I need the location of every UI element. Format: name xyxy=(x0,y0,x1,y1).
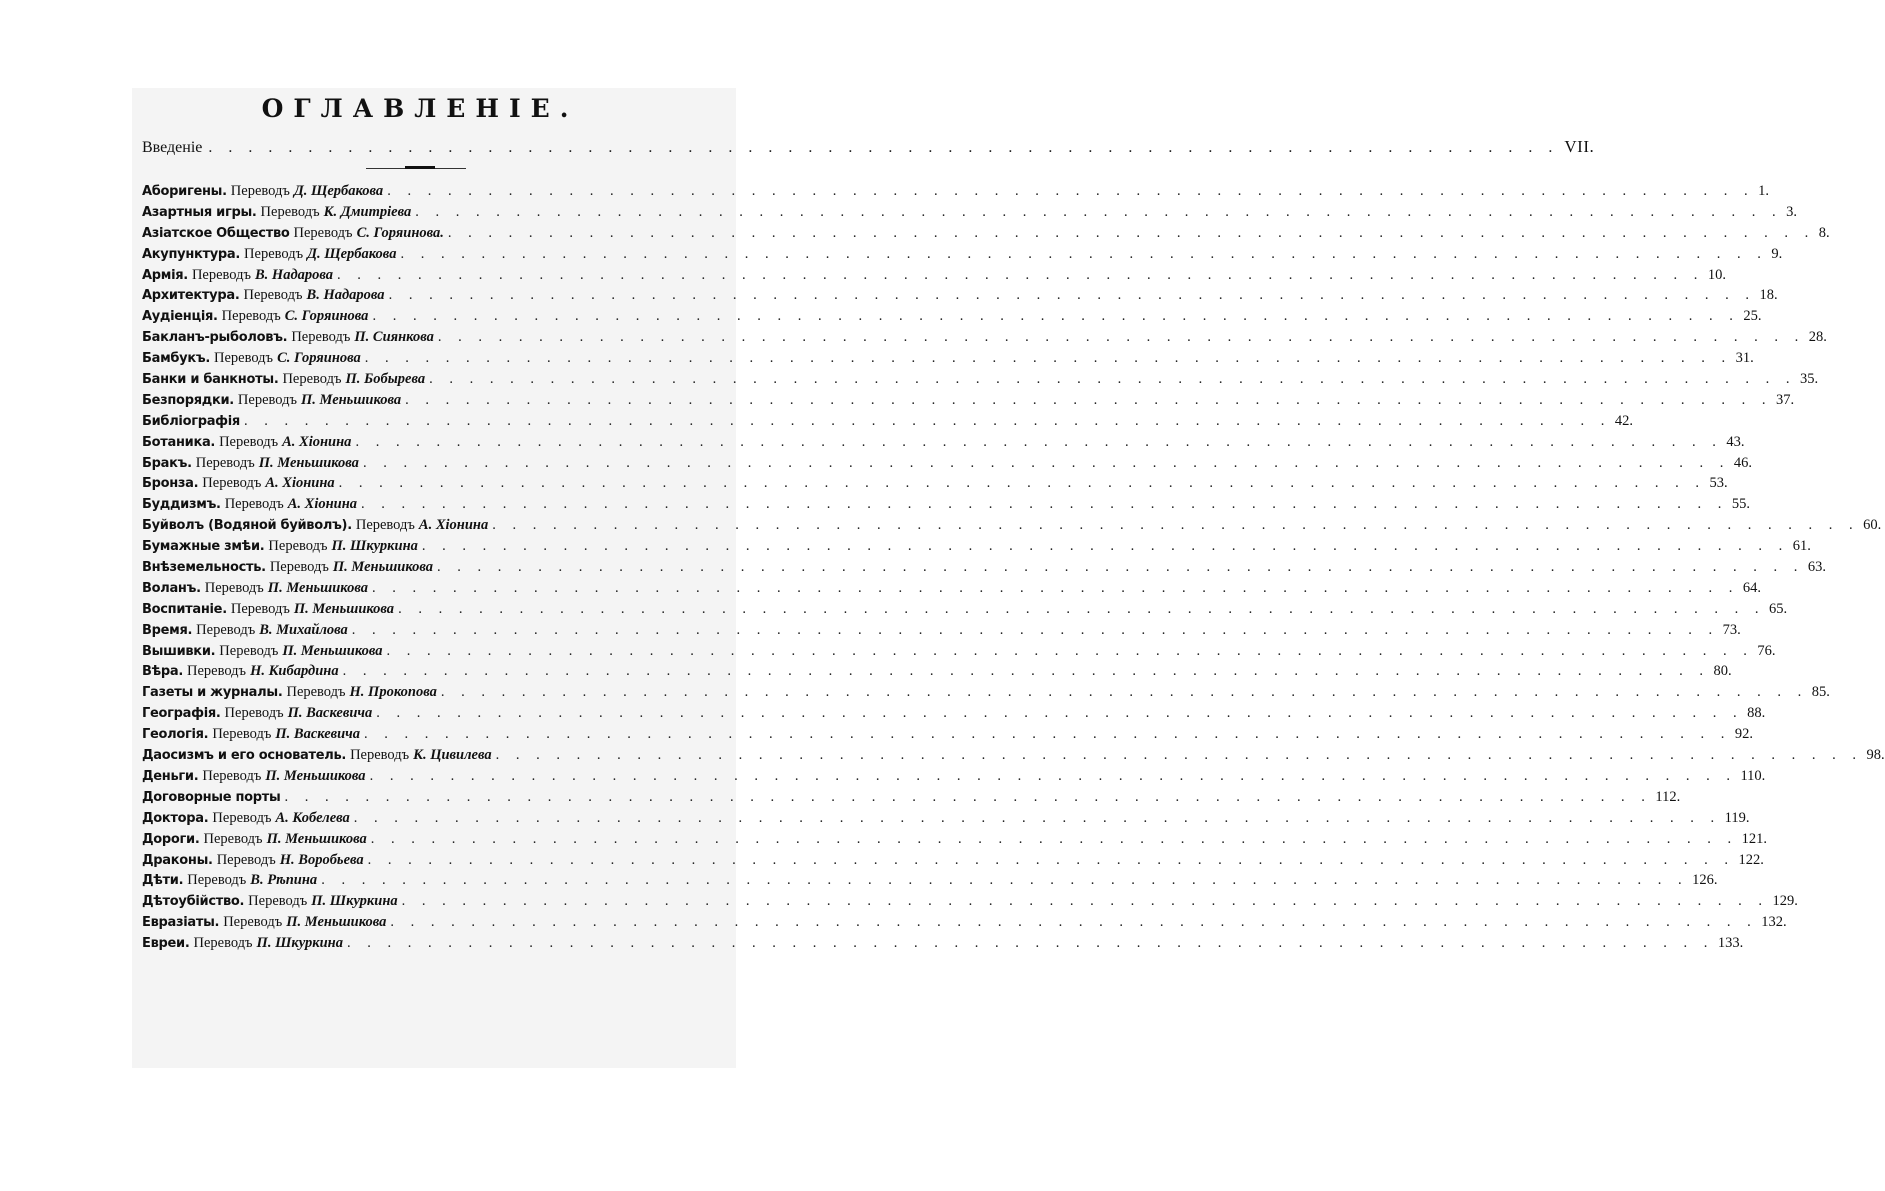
dot-leader: . . . . . . . . . . . . . . . . . . . . . . . . . . . . . . . . . . . . . . . . . . . . . . . . . . . . . . . . . . . . . . . . . . . . xyxy=(369,767,1737,784)
toc-entry-translator: П. Шкуркина xyxy=(256,935,343,952)
toc-entry-topic: Геологія. xyxy=(142,727,209,743)
toc-entry-translator: П. Меньшикова xyxy=(266,830,367,847)
toc-entry-translator: П. Сиянкова xyxy=(354,329,434,346)
toc-entry-page: 46. xyxy=(1733,454,1752,471)
toc-entry-topic: Бакланъ-рыболовъ. xyxy=(142,330,288,346)
toc-intro-row[interactable] xyxy=(142,137,1595,159)
dot-leader: . . . . . . . . . . . . . . . . . . . . . . . . . . . . . . . . . . . . . . . . . . . . . . . . . . . . . . . . . . . . . . . . . . . . xyxy=(415,203,1783,220)
toc-intro-label: Введеніе xyxy=(142,139,203,156)
toc-entry-page: 121. xyxy=(1741,830,1767,847)
toc-entry[interactable] xyxy=(142,473,1728,494)
dot-leader: . . . . . . . . . . . . . . . . . . . . . . . . . . . . . . . . . . . . . . . . . . . . . . . . . . . . . . . . . . . . . . . . . . . . xyxy=(429,371,1796,388)
dot-leader: . . . . . . . . . . . . . . . . . . . . . . . . . . . . . . . . . . . . . . . . . . . . . . . . . . . . . . . . . . . . . . . . . . . . xyxy=(400,245,1768,262)
toc-entry-translation-label: Переводъ xyxy=(196,621,256,638)
toc-entry-translation-label: Переводъ xyxy=(244,245,304,262)
toc-entry-page: 37. xyxy=(1776,391,1795,408)
toc-entry-topic: Банки и банкноты. xyxy=(142,372,279,388)
toc-entry-page: 43. xyxy=(1726,433,1745,450)
toc-entry-translation-label: Переводъ xyxy=(221,308,281,325)
toc-entry-translation-label: Переводъ xyxy=(187,663,247,680)
toc-entry-page: 119. xyxy=(1724,809,1750,826)
toc-entry-page: 122. xyxy=(1738,851,1764,868)
toc-entry-page: 129. xyxy=(1772,893,1798,910)
dot-leader: . . . . . . . . . . . . . . . . . . . . . . . . . . . . . . . . . . . . . . . . . . . . . . . . . . . . . . . . . . . . . . . . . . . . xyxy=(362,454,1730,471)
dot-leader: . . . . . . . . . . . . . . . . . . . . . . . . . . . . . . . . . . . . . . . . . . . . . . . . . . . . . . . . . . . . . . . . . . . . xyxy=(495,747,1863,764)
toc-entry-topic: Аборигены. xyxy=(142,184,227,199)
toc-entry-topic: Договорные порты xyxy=(142,789,281,805)
dot-leader: . . . . . . . . . . . . . . . . . . . . . . . . . . . . . . . . . . . . . . . . . . . . . . . . . . . . . . . . . . . . . . . . . . . . xyxy=(364,350,1732,367)
toc-entry-topic: Дѣтоубійство. xyxy=(142,894,245,910)
toc-entry-translation-label: Переводъ xyxy=(202,475,262,492)
toc-entry-translator: К. Дмитріева xyxy=(323,203,412,220)
toc-entry-topic: Армія. xyxy=(142,267,188,283)
dot-leader: . . . . . . . . . . . . . . . . . . . . . . . . . . . . . . . . . . . . . . . . . . . . . . . . . . . . . . . . . . . . . . . . . . . . xyxy=(337,266,1704,283)
toc-entry-translation-label: Переводъ xyxy=(212,726,272,743)
toc-entry-page: 110. xyxy=(1740,767,1766,784)
toc-entry[interactable] xyxy=(142,390,1795,411)
toc-entry-page: 53. xyxy=(1709,475,1728,492)
toc-entry[interactable] xyxy=(142,411,1633,432)
toc-entry-translator: Н. Воробьева xyxy=(279,851,364,868)
dot-leader: . . . . . . . . . . . . . . . . . . . . . . . . . . . . . . . . . . . . . . . . . . . . . . . . . . . . . . . . . . . . . . . . . . . . xyxy=(208,139,1559,156)
toc-entry-translator: С. Горяинова. xyxy=(356,224,444,241)
dot-leader: . . . . . . . . . . . . . . . . . . . . . . . . . . . . . . . . . . . . . . . . . . . . . . . . . . . . . . . . . . . . . . . . . . . . xyxy=(370,830,1738,847)
toc-entry-topic: Вѣра. xyxy=(142,664,183,680)
toc-entry-topic: Библіографія xyxy=(142,413,240,429)
toc-entry[interactable] xyxy=(142,912,1787,933)
toc-entry-translation-label: Переводъ xyxy=(269,559,329,576)
toc-entry-translator: Д. Щербакова xyxy=(293,183,384,199)
toc-entry[interactable] xyxy=(142,348,1754,369)
dot-leader: . . . . . . . . . . . . . . . . . . . . . . . . . . . . . . . . . . . . . . . . . . . . . . . . . . . . . . . . . . . . . . . . . . . . xyxy=(361,496,1728,513)
dot-leader: . . . . . . . . . . . . . . . . . . . . . . . . . . . . . . . . . . . . . . . . . . . . . . . . . . . . . . . . . . . . . . . . . . . . xyxy=(401,893,1769,910)
toc-entry-page: 126. xyxy=(1692,872,1718,889)
dot-leader: . . . . . . . . . . . . . . . . . . . . . . . . . . . . . . . . . . . . . . . . . . . . . . . . . . . . . . . . . . . . . . . . . . . . xyxy=(440,684,1808,701)
toc-entry-translator: В. Михайлова xyxy=(259,621,348,638)
dot-leader: . . . . . . . . . . . . . . . . . . . . . . . . . . . . . . . . . . . . . . . . . . . . . . . . . . . . . . . . . . . . . . . . . . . . xyxy=(492,517,1860,534)
toc-entry-translator: П. Васкевича xyxy=(287,705,373,722)
toc-entry-translation-label: Переводъ xyxy=(219,642,279,659)
toc-entry[interactable] xyxy=(142,181,1769,202)
toc-entry-translator: С. Горяинова xyxy=(277,350,361,367)
toc-entry-topic: Архитектура. xyxy=(142,288,240,304)
toc-entry[interactable] xyxy=(142,515,1882,536)
toc-entry-translator: П. Меньшикова xyxy=(282,642,383,659)
dot-leader: . . . . . . . . . . . . . . . . . . . . . . . . . . . . . . . . . . . . . . . . . . . . . . . . . . . . . . . . . . . . . . . . . . . . xyxy=(437,559,1804,576)
toc-entry-translator: В. Рѣпина xyxy=(250,872,318,889)
toc-entry-topic: Внѣземельность. xyxy=(142,560,266,576)
toc-entry-translation-label: Переводъ xyxy=(187,872,247,889)
toc-entry-topic: Время. xyxy=(142,622,193,638)
dot-leader: . . . . . . . . . . . . . . . . . . . . . . . . . . . . . . . . . . . . . . . . . . . . . . . . . . . . . . . . . . . . . . . . . . . . xyxy=(346,935,1714,952)
dot-leader: . . . . . . . . . . . . . . . . . . . . . . . . . . . . . . . . . . . . . . . . . . . . . . . . . . . . . . . . . . . . . . . . . . . . xyxy=(367,851,1735,868)
toc-entry-topic: Дѣти. xyxy=(142,873,184,889)
toc-entry-translation-label: Переводъ xyxy=(230,183,290,199)
toc-entry[interactable] xyxy=(142,829,1767,850)
toc-entry-topic: Географія. xyxy=(142,706,221,722)
toc-entry-page: 18. xyxy=(1759,287,1778,304)
toc-entry-translator: П. Меньшикова xyxy=(286,914,387,931)
toc-entry-page: 8. xyxy=(1818,224,1830,241)
toc-entry-topic: Деньги. xyxy=(142,768,199,784)
toc-entry[interactable] xyxy=(142,933,1744,954)
toc-entry-page: 31. xyxy=(1735,350,1754,367)
toc-entry-translator: П. Шкуркина xyxy=(331,538,418,555)
toc-entry-translator: А. Хіонина xyxy=(287,496,358,513)
toc-entry-translator: К. Цивилева xyxy=(413,747,492,764)
toc-entry-translation-label: Переводъ xyxy=(212,809,272,826)
section-divider-ornament xyxy=(405,166,435,169)
dot-leader: . . . . . . . . . . . . . . . . . . . . . . . . . . . . . . . . . . . . . . . . . . . . . . . . . . . . . . . . . . . . . . . . . . . . xyxy=(338,475,1706,492)
toc-entry[interactable] xyxy=(142,306,1762,327)
dot-leader: . . . . . . . . . . . . . . . . . . . . . . . . . . . . . . . . . . . . . . . . . . . . . . . . . . . . . . . . . . . . . . . . . . . . xyxy=(321,872,1689,889)
toc-entry[interactable] xyxy=(142,265,1727,286)
toc-entry-translation-label: Переводъ xyxy=(191,266,251,283)
toc-entry-translator: П. Васкевича xyxy=(275,726,361,743)
toc-entry-topic: Драконы. xyxy=(142,852,213,868)
toc-entry-topic: Доктора. xyxy=(142,810,209,826)
toc-entry-translator: Д. Щербакова xyxy=(307,245,397,262)
toc-entry-page: 10. xyxy=(1707,266,1727,283)
toc-entry[interactable] xyxy=(142,285,1778,306)
toc-entry[interactable] xyxy=(142,223,1830,244)
toc-entry[interactable] xyxy=(142,850,1764,871)
toc-entry-translator: Н. Прокопова xyxy=(349,684,437,701)
toc-entry[interactable] xyxy=(142,682,1830,703)
toc-entry[interactable] xyxy=(142,620,1741,641)
toc-entry-topic: Акупунктура. xyxy=(142,246,241,262)
toc-entry-translator: П. Меньшикова xyxy=(293,600,395,617)
toc-entry-page: 73. xyxy=(1722,621,1741,638)
toc-entry-topic: Бамбукъ. xyxy=(142,351,210,367)
dot-leader: . . . . . . . . . . . . . . . . . . . . . . . . . . . . . . . . . . . . . . . . . . . . . . . . . . . . . . . . . . . . . . . . . . . . xyxy=(243,412,1611,429)
toc-entry-translator: П. Шкуркина xyxy=(311,893,398,910)
toc-entry-page: 112. xyxy=(1655,788,1681,805)
toc-entry-page: 65. xyxy=(1768,600,1788,617)
toc-entry-page: 55. xyxy=(1731,496,1751,513)
toc-entry-page: 88. xyxy=(1747,705,1766,722)
toc-entry-translation-label: Переводъ xyxy=(195,454,255,471)
toc-entry-translation-label: Переводъ xyxy=(230,600,290,617)
toc-entry-page: 80. xyxy=(1713,663,1732,680)
toc-entry-translator: П. Меньшикова xyxy=(267,579,368,596)
toc-entry[interactable] xyxy=(142,766,1766,787)
toc-entry-translator: А. Хіонина xyxy=(418,517,489,534)
toc-entry-topic: Бумажные змѣи. xyxy=(142,539,265,555)
toc-entry-topic: Безпорядки. xyxy=(142,392,234,408)
toc-entry-translation-label: Переводъ xyxy=(203,830,263,847)
toc-entry-page: 9. xyxy=(1771,245,1783,262)
toc-entry-topic: Бракъ. xyxy=(142,455,192,471)
toc-entry-translator: А. Хіонина xyxy=(282,433,352,450)
toc-entry[interactable] xyxy=(142,557,1827,578)
toc-entry-page: 1. xyxy=(1758,183,1769,199)
dot-leader: . . . . . . . . . . . . . . . . . . . . . . . . . . . . . . . . . . . . . . . . . . . . . . . . . . . . . . . . . . . . . . . . . . . . xyxy=(371,579,1739,596)
toc-entry[interactable] xyxy=(142,891,1798,912)
toc-entry-topic: Ботаника. xyxy=(142,434,216,450)
toc-entry-translator: Н. Кибардина xyxy=(250,663,339,680)
toc-entry-translation-label: Переводъ xyxy=(224,705,284,722)
toc-entry-page: 42. xyxy=(1614,412,1633,429)
toc-entry-translator: В. Надарова xyxy=(255,266,334,283)
toc-entry-translation-label: Переводъ xyxy=(214,350,274,367)
toc-entry-page: 132. xyxy=(1761,914,1787,931)
dot-leader: . . . . . . . . . . . . . . . . . . . . . . . . . . . . . . . . . . . . . . . . . . . . . . . . . . . . . . . . . . . . . . . . . . . . xyxy=(421,538,1789,555)
toc-entry[interactable] xyxy=(142,787,1681,808)
page-title: ОГЛАВЛЕНІЕ. xyxy=(261,94,579,123)
toc-entry[interactable] xyxy=(142,599,1788,620)
toc-entry-translator: П. Меньшикова xyxy=(332,559,434,576)
toc-entry-page: 60. xyxy=(1863,517,1882,534)
toc-entry-translator: А. Кобелева xyxy=(275,809,350,826)
toc-entry-page: 76. xyxy=(1757,642,1776,659)
toc-entry[interactable] xyxy=(142,536,1811,557)
dot-leader: . . . . . . . . . . . . . . . . . . . . . . . . . . . . . . . . . . . . . . . . . . . . . . . . . . . . . . . . . . . . . . . . . . . . xyxy=(387,183,1755,199)
toc-entry-translation-label: Переводъ xyxy=(223,914,283,931)
toc-entry-page: 25. xyxy=(1743,308,1762,325)
toc-entry[interactable] xyxy=(142,724,1754,745)
toc-entry-translator: В. Надарова xyxy=(306,287,385,304)
toc-entry-translator: П. Бобырева xyxy=(345,371,426,388)
toc-entry[interactable] xyxy=(142,703,1766,724)
dot-leader: . . . . . . . . . . . . . . . . . . . . . . . . . . . . . . . . . . . . . . . . . . . . . . . . . . . . . . . . . . . . . . . . . . . . xyxy=(437,329,1805,346)
toc-entry-topic: Даосизмъ и его основатель. xyxy=(142,748,347,764)
toc-entry-translator: С. Горяинова xyxy=(284,308,369,325)
toc-entry-page: 63. xyxy=(1807,559,1827,576)
toc-entry-translation-label: Переводъ xyxy=(286,684,346,701)
toc-entry-translation-label: Переводъ xyxy=(293,224,353,241)
dot-leader: . . . . . . . . . . . . . . . . . . . . . . . . . . . . . . . . . . . . . . . . . . . . . . . . . . . . . . . . . . . . . . . . . . . . xyxy=(351,621,1719,638)
toc-entry-topic: Аудіенція. xyxy=(142,309,218,325)
toc-entry[interactable] xyxy=(142,745,1885,766)
toc-entry-translator: П. Меньшикова xyxy=(265,767,366,784)
toc-entry[interactable] xyxy=(142,327,1827,348)
dot-leader: . . . . . . . . . . . . . . . . . . . . . . . . . . . . . . . . . . . . . . . . . . . . . . . . . . . . . . . . . . . . . . . . . . . . xyxy=(405,391,1773,408)
toc-entry-page: 133. xyxy=(1717,935,1744,952)
toc-entry-translation-label: Переводъ xyxy=(248,893,308,910)
toc-entry[interactable] xyxy=(142,808,1750,829)
toc-entry[interactable] xyxy=(142,578,1761,599)
toc-entry-topic: Евразіаты. xyxy=(142,915,220,931)
dot-leader: . . . . . . . . . . . . . . . . . . . . . . . . . . . . . . . . . . . . . . . . . . . . . . . . . . . . . . . . . . . . . . . . . . . . xyxy=(376,705,1744,722)
dot-leader: . . . . . . . . . . . . . . . . . . . . . . . . . . . . . . . . . . . . . . . . . . . . . . . . . . . . . . . . . . . . . . . . . . . . xyxy=(353,809,1721,826)
toc-entry-translation-label: Переводъ xyxy=(224,496,284,513)
dot-leader: . . . . . . . . . . . . . . . . . . . . . . . . . . . . . . . . . . . . . . . . . . . . . . . . . . . . . . . . . . . . . . . . . . . . xyxy=(390,914,1758,931)
toc-entry-page: 92. xyxy=(1734,726,1754,743)
toc-entry-translation-label: Переводъ xyxy=(202,767,262,784)
dot-leader: . . . . . . . . . . . . . . . . . . . . . . . . . . . . . . . . . . . . . . . . . . . . . . . . . . . . . . . . . . . . . . . . . . . . xyxy=(355,433,1723,450)
toc-entry-topic: Буйволъ (Водяной буйволъ). xyxy=(142,518,352,534)
toc-entry[interactable] xyxy=(142,202,1797,223)
toc-entry-page: 61. xyxy=(1792,538,1811,555)
dot-leader: . . . . . . . . . . . . . . . . . . . . . . . . . . . . . . . . . . . . . . . . . . . . . . . . . . . . . . . . . . . . . . . . . . . . xyxy=(364,726,1731,743)
toc-entry-topic: Буддизмъ. xyxy=(142,497,221,513)
toc-entry-page: 3. xyxy=(1786,203,1797,220)
toc-entry-translation-label: Переводъ xyxy=(193,935,253,952)
toc-entry-translation-label: Переводъ xyxy=(216,851,276,868)
toc-entry[interactable] xyxy=(142,432,1745,453)
toc-entry-translator: П. Меньшикова xyxy=(300,391,402,408)
dot-leader: . . . . . . . . . . . . . . . . . . . . . . . . . . . . . . . . . . . . . . . . . . . . . . . . . . . . . . . . . . . . . . . . . . . . xyxy=(398,600,1765,617)
dot-leader: . . . . . . . . . . . . . . . . . . . . . . . . . . . . . . . . . . . . . . . . . . . . . . . . . . . . . . . . . . . . . . . . . . . . xyxy=(388,287,1756,304)
toc-entry[interactable] xyxy=(142,661,1732,682)
dot-leader: . . . . . . . . . . . . . . . . . . . . . . . . . . . . . . . . . . . . . . . . . . . . . . . . . . . . . . . . . . . . . . . . . . . . xyxy=(342,663,1710,680)
toc-entry-translation-label: Переводъ xyxy=(204,579,264,596)
dot-leader: . . . . . . . . . . . . . . . . . . . . . . . . . . . . . . . . . . . . . . . . . . . . . . . . . . . . . . . . . . . . . . . . . . . . xyxy=(447,224,1815,241)
toc-entry-translation-label: Переводъ xyxy=(219,433,279,450)
toc-entry-translation-label: Переводъ xyxy=(243,287,303,304)
toc-entry-topic: Дороги. xyxy=(142,831,200,847)
dot-leader: . . . . . . . . . . . . . . . . . . . . . . . . . . . . . . . . . . . . . . . . . . . . . . . . . . . . . . . . . . . . . . . . . . . . xyxy=(284,788,1652,805)
toc-intro-page: VII. xyxy=(1564,137,1595,156)
toc-entry[interactable] xyxy=(142,453,1752,474)
toc-entry[interactable] xyxy=(142,641,1776,662)
toc-entry-translator: П. Меньшикова xyxy=(258,454,359,471)
toc-entry-page: 85. xyxy=(1811,684,1830,701)
toc-entry-topic: Бронза. xyxy=(142,476,199,492)
toc-entry-page: 35. xyxy=(1800,371,1819,388)
toc-entry-topic: Вышивки. xyxy=(142,643,216,659)
toc-entry-topic: Азартныя игры. xyxy=(142,204,257,220)
toc-entry-translator: А. Хіонина xyxy=(265,475,335,492)
toc-entry-topic: Евреи. xyxy=(142,936,190,952)
toc-entry[interactable] xyxy=(142,870,1718,891)
toc-list xyxy=(142,181,1885,954)
toc-entry-page: 28. xyxy=(1808,329,1827,346)
dot-leader: . . . . . . . . . . . . . . . . . . . . . . . . . . . . . . . . . . . . . . . . . . . . . . . . . . . . . . . . . . . . . . . . . . . . xyxy=(372,308,1740,325)
toc-entry-page: 98. xyxy=(1866,747,1885,764)
toc-entry-translation-label: Переводъ xyxy=(237,391,297,408)
toc-entry-topic: Азіатское Общество xyxy=(142,225,290,241)
toc-entry-translation-label: Переводъ xyxy=(291,329,351,346)
toc-entry-translation-label: Переводъ xyxy=(350,747,410,764)
toc-entry-translation-label: Переводъ xyxy=(260,203,320,220)
toc-entry-topic: Воспитаніе. xyxy=(142,601,227,617)
toc-entry-translation-label: Переводъ xyxy=(355,517,415,534)
toc-entry-topic: Воланъ. xyxy=(142,580,201,596)
toc-entry-translation-label: Переводъ xyxy=(268,538,328,555)
toc-entry-topic: Газеты и журналы. xyxy=(142,685,283,701)
dot-leader: . . . . . . . . . . . . . . . . . . . . . . . . . . . . . . . . . . . . . . . . . . . . . . . . . . . . . . . . . . . . . . . . . . . . xyxy=(386,642,1754,659)
toc-entry[interactable] xyxy=(142,244,1783,265)
toc-entry[interactable] xyxy=(142,369,1819,390)
toc-entry[interactable] xyxy=(142,494,1751,515)
toc-entry-page: 64. xyxy=(1742,579,1761,596)
toc-entry-translation-label: Переводъ xyxy=(282,371,342,388)
